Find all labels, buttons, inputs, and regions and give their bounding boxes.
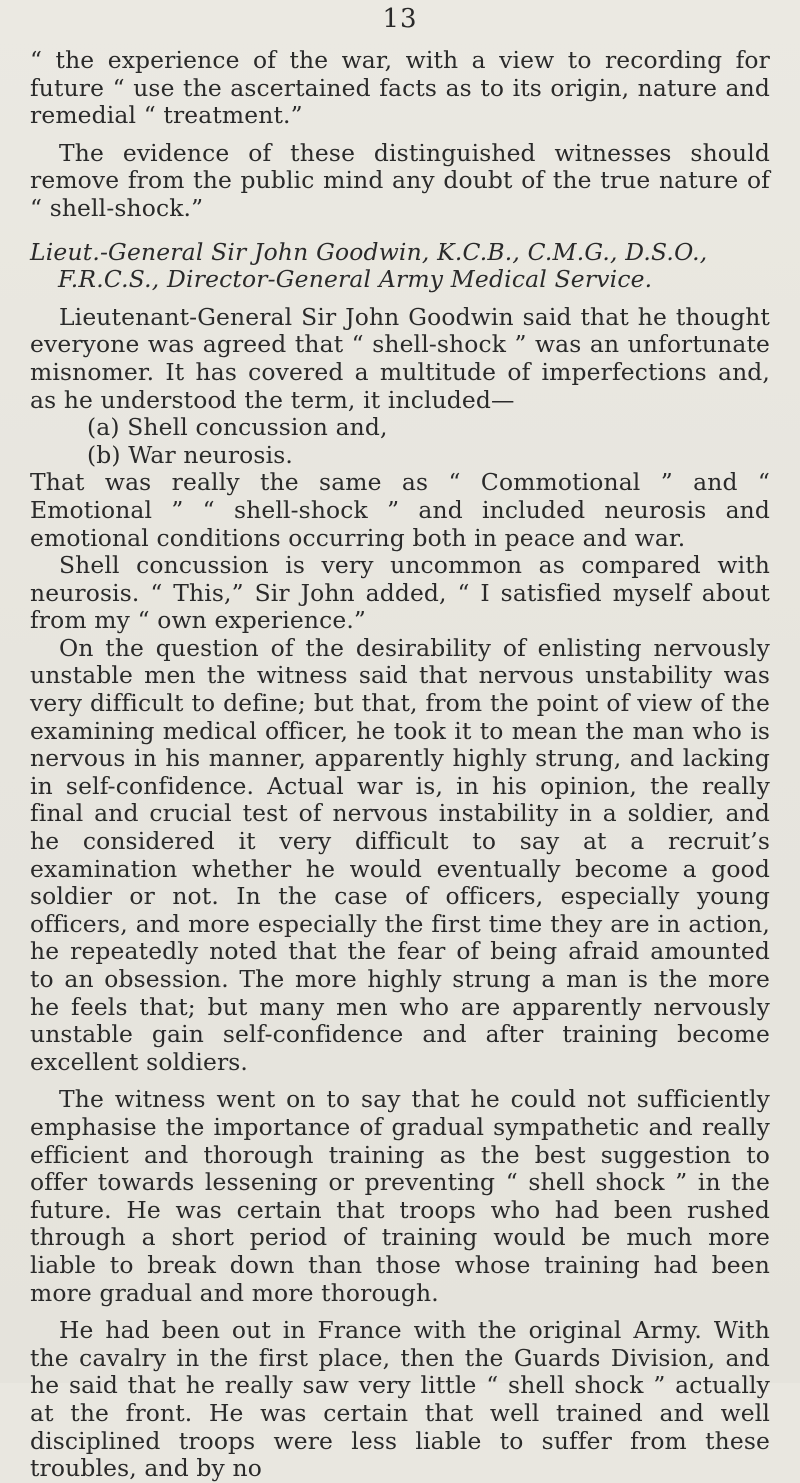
witness-heading — [30, 239, 770, 294]
witness-name-line: Lieut.-General Sir John Goodwin, K.C.B., C.M.G., D.S.O., — [30, 237, 708, 266]
list-item-b: (b) War neurosis. — [87, 440, 293, 469]
witness-title-line: F.R.C.S., Director-General Army Medical Service. — [58, 265, 653, 294]
paragraph-goodwin-statement: Lieutenant-General Sir John Goodwin said that he thought everyone was agreed that “ shell-shock ” was an unfortunate misnomer. It has covered a multitude of imperfections and, as he understood the term, it included— — [30, 302, 770, 414]
page-body — [30, 47, 770, 1483]
paragraph-evidence: The evidence of these distinguished witnesses should remove from the public mind any doubt of the true nature of “ shell-shock.” — [30, 138, 770, 222]
page-number: 13 — [382, 4, 418, 34]
paragraph-france: He had been out in France with the original Army. With the cavalry in the first place, then the Guards Division, and he said that he really saw very little “ shell shock ” actually at the front. He was certain that well trained and well disciplined troops were less liable to suffer from these troubles, and by no — [30, 1316, 770, 1483]
paragraph-commotional: That was really the same as “ Commotional ” and “ Emotional ” “ shell-shock ” and included neurosis and emotional conditions occurring both in peace and war. — [30, 468, 770, 552]
paragraph-shell-concussion: Shell concussion is very uncommon as compared with neurosis. “ This,” Sir John added, “ I satisfied myself about from my “ own experience.” — [30, 551, 770, 635]
paragraph-training: The witness went on to say that he could not sufficiently emphasise the importance of gradual sympathetic and really efficient and thorough training as the best suggestion to offer towards lessening or preventing “ shell shock ” in the future. He was certain that troops who had been rushed through a short period of training would be much more liable to break down than those whose training had been more gradual and more thorough. — [30, 1085, 770, 1307]
list-item-a: (a) Shell concussion and, — [87, 413, 388, 442]
paragraph-nervous-instability: On the question of the desirability of enlisting nervously unstable men the witness said that nervous unstability was very difficult to define; but that, from the point of view of the examining medical officer, he took it to mean the man who is nervous in his manner, apparently highly strung, and lacking in self-confidence. Actual war is, in his opinion, the really final and crucial test of nervous instability in a soldier, and he considered it very difficult to say at a recruit’s examination whether he would eventually become a good soldier or not. In the case of officers, especially young officers, and more especially the first time they are in action, he repeatedly noted that the fear of being afraid amounted to an obsession. The more highly strung a man is the more he feels that; but many men who are apparently nervously unstable gain self-confidence and after training become excellent soldiers. — [30, 633, 770, 1076]
paragraph-quote-continuation: “ the experience of the war, with a view to recording for future “ use the ascertained facts as to its origin, nature and remedial “ treatment.” — [30, 46, 770, 130]
